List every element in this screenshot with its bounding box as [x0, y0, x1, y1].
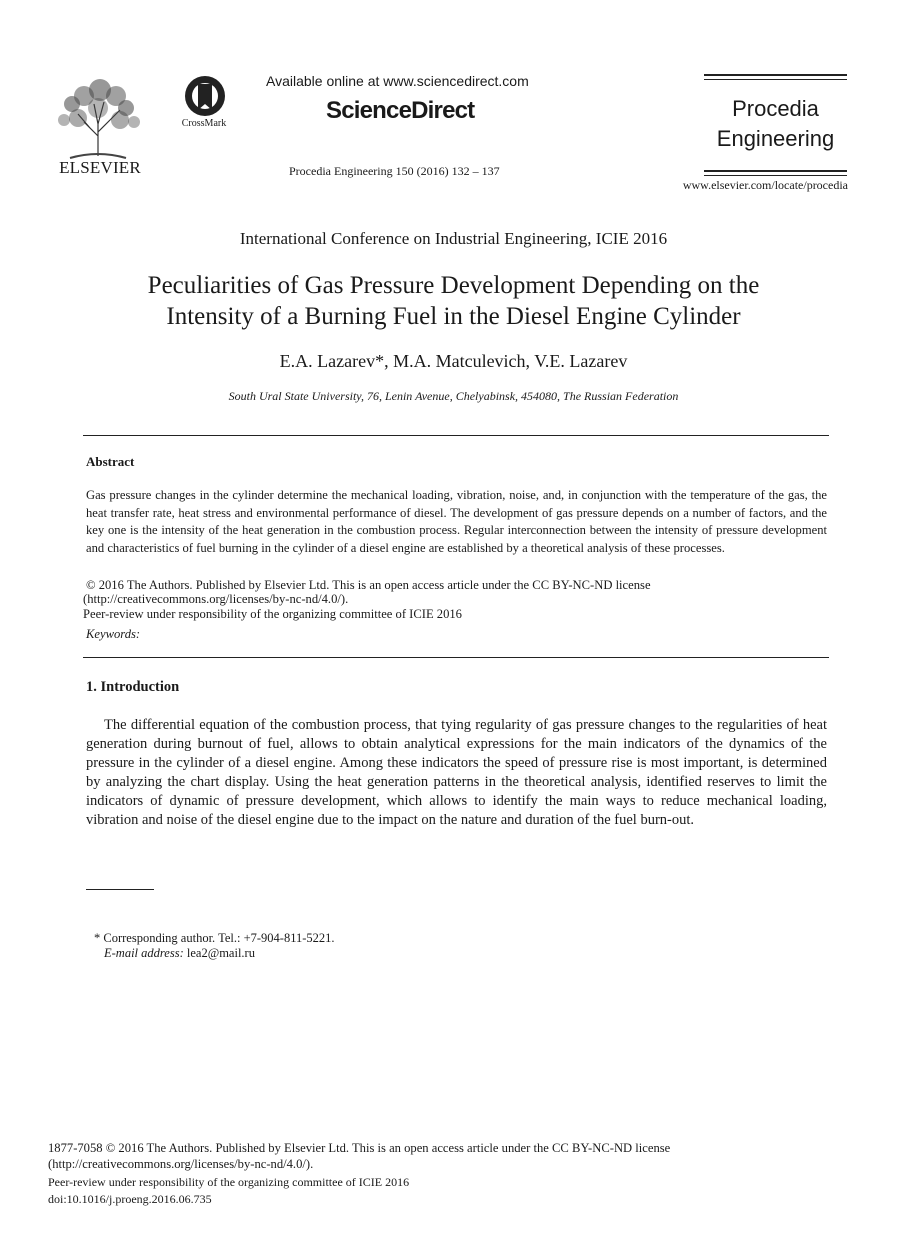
journal-name-line2: Engineering [716, 126, 835, 151]
paper-title [60, 270, 847, 332]
journal-reference: Procedia Engineering 150 (2016) 132 – 137 [289, 164, 500, 178]
abstract-heading: Abstract [86, 454, 135, 469]
crossmark-label: CrossMark [181, 118, 227, 129]
footnote-divider [86, 889, 154, 890]
abstract-top-divider [83, 435, 829, 436]
journal-logo-rule [704, 175, 847, 176]
section-heading-introduction: 1. Introduction [86, 679, 180, 695]
journal-name [704, 94, 847, 154]
keywords-label: Keywords: [86, 627, 141, 641]
available-online-text: Available online at www.sciencedirect.com [266, 73, 529, 89]
paper-title-line1: Peculiarities of Gas Pressure Development Depending on the [147, 272, 760, 299]
publisher-name: ELSEVIER [59, 158, 141, 177]
footer-license-link[interactable]: (http://creativecommons.org/licenses/by-nc-nd/4.0/). [48, 1157, 314, 1171]
license-link[interactable]: (http://creativecommons.org/licenses/by-nc-nd/4.0/). [83, 592, 349, 606]
sciencedirect-wordmark: ScienceDirect [326, 97, 475, 124]
journal-url-link[interactable]: www.elsevier.com/locate/procedia [682, 178, 848, 192]
journal-logo-rule [704, 79, 847, 80]
affiliation: South Ural State University, 76, Lenin Avenue, Chelyabinsk, 454080, The Russian Federation [228, 389, 679, 403]
abstract-bottom-divider [83, 657, 829, 658]
email-label: E-mail address: [104, 946, 184, 960]
authors: E.A. Lazarev*, M.A. Matculevich, V.E. Lazarev [279, 351, 628, 371]
journal-logo [704, 74, 847, 178]
corresponding-author-note: * Corresponding author. Tel.: +7-904-811-5221. [94, 931, 335, 945]
footer-issn-license: 1877-7058 © 2016 The Authors. Published by Elsevier Ltd. This is an open access article under the CC BY-NC-ND license [48, 1141, 671, 1155]
paper-title-line2: Intensity of a Burning Fuel in the Diesel Engine Cylinder [166, 303, 741, 330]
journal-logo-rule [704, 74, 847, 76]
footer-doi[interactable]: doi:10.1016/j.proeng.2016.06.735 [48, 1192, 212, 1206]
email-note [104, 946, 255, 961]
peer-review-statement: Peer-review under responsibility of the organizing committee of ICIE 2016 [83, 607, 462, 621]
footer-peer-review: Peer-review under responsibility of the organizing committee of ICIE 2016 [48, 1175, 410, 1189]
license-statement: © 2016 The Authors. Published by Elsevier Ltd. This is an open access article under the CC BY-NC-ND license [86, 578, 651, 592]
journal-name-line1: Procedia [732, 96, 819, 121]
abstract-text: Gas pressure changes in the cylinder determine the mechanical loading, vibration, noise, and, in conjunction with the temperature of the gas, the heat transfer rate, heat stress and environmental performance of diesel. The development of gas pressure depends on a number of factors, and the key one is the intensity of the heat generation in the combustion process. Regular interconnection between the intensity of pressure development and characteristics of fuel burning in the cylinder of a diesel engine are established by a theoretical analysis of these processes. [86, 488, 827, 555]
email-address-link[interactable]: lea2@mail.ru [186, 946, 255, 960]
conference-name: International Conference on Industrial Engineering, ICIE 2016 [239, 229, 668, 248]
introduction-paragraph: The differential equation of the combustion process, that tying regularity of gas pressure changes to the regularities of heat generation during burnout of fuel, allows to obtain analytical expressions for the main indicators of the dynamics of the pressure in the cylinder of a diesel engine. Among these indicators the speed of pressure rise is most important, is determined by analyzing the chart display. Using the heat generation patterns in the theoretical analysis, identified reserves to limit the indicators of dynamic of pressure development, which allows to identify the main ways to reduce mechanical loading, vibration and noise of the diesel engine due to the impact on the nature and duration of the fuel burn-out. [86, 717, 827, 828]
journal-logo-rule [704, 170, 847, 172]
